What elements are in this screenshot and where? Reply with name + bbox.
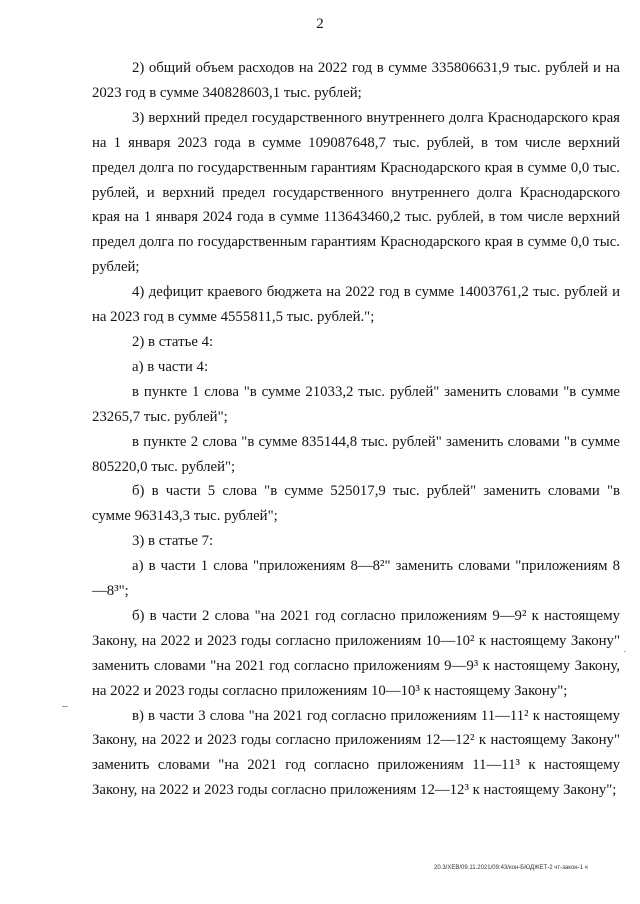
paragraph-article-7-part-3: в) в части 3 слова "на 2021 год согласно приложениям 11—11² к настоящему Закону, на 2022 и 2023 годы согласно приложениям 12—12² к настоящему Закону" заменить словами "на 2021 год согласно приложениям 11—11³ к настоящему Закону, на 2022 и 2023 годы согласно приложениям 12—12³ к настоящему Закону"; xyxy=(92,707,620,799)
paragraph-budget-deficit: 4) дефицит краевого бюджета на 2022 год в сумме 14003761,2 тыс. рублей и на 2023 год в сумме 4555811,5 тыс. рублей."; xyxy=(92,284,620,326)
scan-artifact-dot xyxy=(624,651,626,652)
paragraph-article-4-part-5: б) в части 5 слова "в сумме 525017,9 тыс. рублей" заменить словами "в сумме 963143,3 тыс. рублей"; xyxy=(92,483,620,525)
document-body xyxy=(92,56,620,803)
paragraph-article-4-item-1: в пункте 1 слова "в сумме 21033,2 тыс. рублей" заменить словами "в сумме 23265,7 тыс. рублей"; xyxy=(92,383,620,425)
paragraph-debt-limit: 3) верхний предел государственного внутреннего долга Краснодарского края на 1 января 2023 года в сумме 109087648,7 тыс. рублей, в том числе верхний предел долга по государственным гарантиям Краснодарского края в сумме 0,0 тыс. рублей, и верхний предел государственного внутреннего долга Краснодарского края на 1 января 2024 года в сумме 113643460,2 тыс. рублей, в том числе верхний предел долга по государственным гарантиям Краснодарского края в сумме 0,0 тыс. рублей; xyxy=(92,109,620,276)
paragraph-article-4: 2) в статье 4: xyxy=(132,333,214,350)
scan-artifact-mark xyxy=(62,706,68,707)
paragraph-expenditure-total: 2) общий объем расходов на 2022 год в сумме 335806631,9 тыс. рублей и на 2023 год в сумме 340828603,1 тыс. рублей; xyxy=(92,60,620,101)
paragraph-article-4-part-4: а) в части 4: xyxy=(132,358,209,375)
document-footer-code: 20.3/ХЕВ/09.11.2021/09:43/кон-БЮДЖЕТ-2 чт-закон-1 ч xyxy=(434,865,588,871)
paragraph-article-7-part-1: а) в части 1 слова "приложениям 8—8²" заменить словами "приложениям 8—8³"; xyxy=(92,558,620,600)
page-number: 2 xyxy=(316,16,324,32)
paragraph-article-7-part-2: б) в части 2 слова "на 2021 год согласно приложениям 9—9² к настоящему Закону, на 2022 и 2023 годы согласно приложениям 10—10² к настоящему Закону" заменить словами "на 2021 год согласно приложениям 9—9³ к настоящему Закону, на 2022 и 2023 годы согласно приложениям 10—10³ к настоящему Закону"; xyxy=(92,607,620,699)
paragraph-article-4-item-2: в пункте 2 слова "в сумме 835144,8 тыс. рублей" заменить словами "в сумме 805220,0 тыс. рублей"; xyxy=(92,433,620,475)
paragraph-article-7: 3) в статье 7: xyxy=(132,533,214,550)
